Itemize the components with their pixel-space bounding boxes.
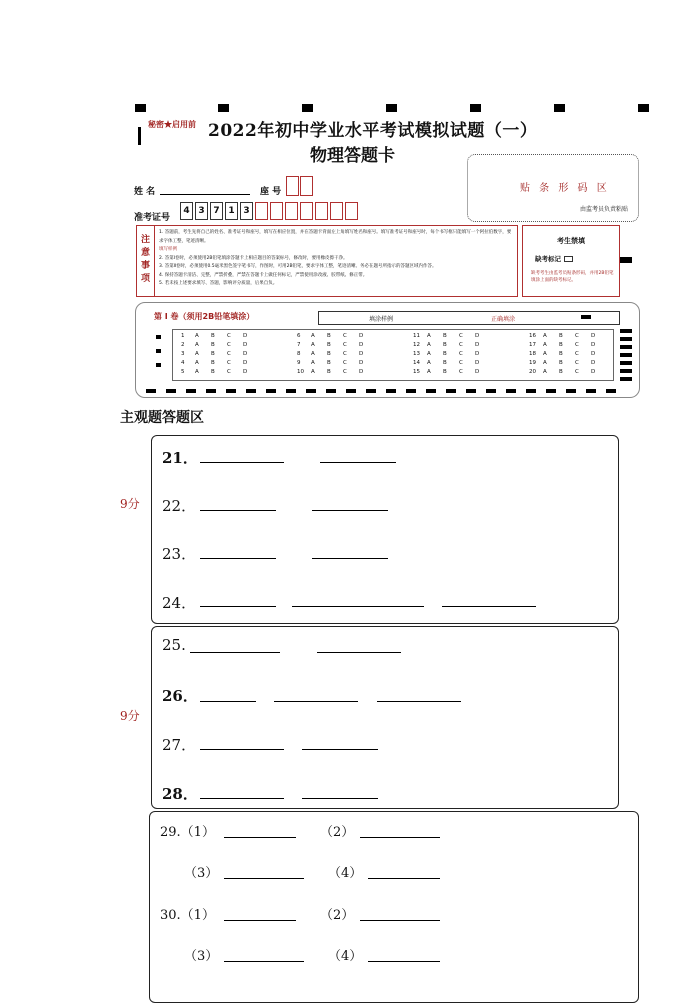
timing-mark <box>620 353 632 357</box>
mc-option-bubble[interactable]: A <box>195 351 199 357</box>
mc-question-row[interactable] <box>297 351 375 357</box>
timing-mark <box>226 389 236 393</box>
alignment-mark <box>218 104 229 112</box>
mc-question-row[interactable] <box>181 360 259 366</box>
timing-mark <box>506 389 516 393</box>
question-label: 21． <box>162 449 198 467</box>
answer-line[interactable] <box>368 878 440 879</box>
timing-mark <box>586 389 596 393</box>
mc-option-bubble[interactable]: C <box>343 351 347 357</box>
mc-option-bubble[interactable]: D <box>475 333 480 339</box>
sub-question-label: （3） <box>184 866 219 881</box>
mc-question-number: 15 <box>413 369 420 375</box>
answer-line[interactable] <box>360 920 440 921</box>
mc-option-bubble[interactable]: C <box>343 333 347 339</box>
exam-no-cell[interactable] <box>345 202 358 220</box>
timing-mark <box>486 389 496 393</box>
timing-mark <box>156 349 161 353</box>
mc-option-bubble[interactable]: C <box>459 369 463 375</box>
mc-option-bubble[interactable]: C <box>227 333 231 339</box>
alignment-mark <box>386 104 397 112</box>
mc-question-number: 14 <box>413 360 420 366</box>
timing-mark <box>156 363 161 367</box>
mc-option-bubble[interactable]: B <box>443 369 447 375</box>
mc-option-bubble[interactable]: B <box>559 351 563 357</box>
mc-grid <box>172 329 614 381</box>
mc-option-bubble[interactable]: A <box>311 369 315 375</box>
mc-option-bubble[interactable]: C <box>459 351 463 357</box>
timing-mark <box>566 389 576 393</box>
mc-option-bubble[interactable]: D <box>243 369 248 375</box>
exam-no-digit[interactable]: 1 <box>225 202 238 220</box>
answer-line[interactable] <box>200 749 284 750</box>
answer-line[interactable] <box>312 510 388 511</box>
mc-option-bubble[interactable]: D <box>359 342 364 348</box>
answer-line[interactable] <box>360 837 440 838</box>
correct-fill-mark <box>581 315 591 319</box>
mc-question-number: 8 <box>297 351 301 357</box>
mc-option-bubble[interactable]: D <box>475 342 480 348</box>
alignment-mark <box>302 104 313 112</box>
mc-option-bubble[interactable]: C <box>343 342 347 348</box>
mc-option-bubble[interactable]: D <box>591 351 596 357</box>
mc-option-bubble[interactable]: A <box>311 360 315 366</box>
mc-option-bubble[interactable]: B <box>443 342 447 348</box>
timing-mark <box>526 389 536 393</box>
timing-mark <box>156 335 161 339</box>
answer-line[interactable] <box>190 652 280 653</box>
mc-option-bubble[interactable]: B <box>327 369 331 375</box>
seat-box[interactable] <box>300 176 313 196</box>
mc-option-bubble[interactable]: B <box>327 360 331 366</box>
exam-no-cell[interactable] <box>300 202 313 220</box>
timing-mark <box>620 337 632 341</box>
answer-line[interactable] <box>200 701 256 702</box>
mc-option-bubble[interactable]: C <box>575 333 579 339</box>
absent-checkbox[interactable] <box>564 256 573 262</box>
question-label: 26． <box>162 687 198 705</box>
mc-option-bubble[interactable]: D <box>591 360 596 366</box>
mc-question-row[interactable] <box>529 369 607 375</box>
mc-option-bubble[interactable]: A <box>543 342 547 348</box>
alignment-mark <box>620 257 632 263</box>
absent-mark[interactable]: 缺考标记 <box>535 254 573 263</box>
mc-question-number: 17 <box>529 342 536 348</box>
mc-question-number: 20 <box>529 369 536 375</box>
timing-mark <box>620 345 632 349</box>
mc-question-number: 5 <box>181 369 185 375</box>
mc-option-bubble[interactable]: B <box>559 342 563 348</box>
notice-box <box>136 225 518 297</box>
mc-option-bubble[interactable]: D <box>359 369 364 375</box>
mc-question-number: 11 <box>413 333 420 339</box>
mc-option-bubble[interactable]: D <box>243 351 248 357</box>
exam-no-digit[interactable]: 4 <box>180 202 193 220</box>
mc-option-bubble[interactable]: A <box>543 360 547 366</box>
timing-mark <box>620 369 632 373</box>
mc-option-bubble[interactable]: B <box>443 333 447 339</box>
answer-line[interactable] <box>200 558 276 559</box>
mc-question-number: 10 <box>297 369 304 375</box>
timing-mark <box>166 389 176 393</box>
mc-option-bubble[interactable]: D <box>243 360 248 366</box>
timing-mark <box>426 389 436 393</box>
alignment-mark <box>470 104 481 112</box>
timing-mark <box>206 389 216 393</box>
mc-question-row[interactable] <box>181 369 259 375</box>
timing-mark <box>266 389 276 393</box>
question-label: 25. <box>162 636 186 654</box>
page-subtitle: 物理答题卡 <box>310 146 395 166</box>
mc-option-bubble[interactable]: C <box>227 369 231 375</box>
mc-option-bubble[interactable]: C <box>459 360 463 366</box>
mc-option-bubble[interactable]: D <box>243 342 248 348</box>
mc-option-bubble[interactable]: B <box>211 351 215 357</box>
multiple-choice-section <box>135 302 640 398</box>
mc-option-bubble[interactable]: A <box>195 369 199 375</box>
timing-mark <box>446 389 456 393</box>
alignment-mark <box>135 104 146 112</box>
answer-line[interactable] <box>224 837 296 838</box>
mc-question-number: 19 <box>529 360 536 366</box>
mc-question-number: 7 <box>297 342 301 348</box>
mc-option-bubble[interactable]: C <box>575 342 579 348</box>
exam-no-digit[interactable]: 7 <box>210 202 223 220</box>
mc-option-bubble[interactable]: D <box>475 360 480 366</box>
mc-option-bubble[interactable]: C <box>227 342 231 348</box>
mc-option-bubble[interactable]: D <box>591 333 596 339</box>
mc-option-bubble[interactable]: A <box>195 342 199 348</box>
mc-option-bubble[interactable]: C <box>343 369 347 375</box>
timing-mark <box>186 389 196 393</box>
answer-line[interactable] <box>302 798 378 799</box>
mc-option-bubble[interactable]: D <box>243 333 248 339</box>
timing-mark <box>406 389 416 393</box>
mc-option-bubble[interactable]: C <box>227 360 231 366</box>
timing-mark <box>386 389 396 393</box>
alignment-mark <box>638 104 649 112</box>
mc-option-bubble[interactable]: C <box>575 369 579 375</box>
mc-option-bubble[interactable]: A <box>311 342 315 348</box>
mc-option-bubble[interactable]: D <box>359 333 364 339</box>
mc-option-bubble[interactable]: A <box>311 351 315 357</box>
exam-no-digit[interactable]: 3 <box>240 202 253 220</box>
mc-question-row[interactable] <box>413 351 491 357</box>
answer-line[interactable] <box>200 798 284 799</box>
mc-option-bubble[interactable]: B <box>559 369 563 375</box>
answer-line[interactable] <box>312 558 388 559</box>
timing-mark <box>620 329 632 333</box>
sub-question-label: （3） <box>184 949 219 964</box>
mc-option-bubble[interactable]: B <box>327 333 331 339</box>
left-bar <box>138 127 141 145</box>
mc-option-bubble[interactable]: A <box>543 351 547 357</box>
question-label: 22． <box>162 497 197 515</box>
barcode-area <box>467 154 639 222</box>
mc-question-number: 18 <box>529 351 536 357</box>
exam-no-cell[interactable] <box>270 202 283 220</box>
name-label: 姓 名 <box>134 187 156 197</box>
mc-option-bubble[interactable]: C <box>575 351 579 357</box>
mc-question-row[interactable] <box>413 333 491 339</box>
mc-option-bubble[interactable]: C <box>227 351 231 357</box>
seat-label: 座 号 <box>260 187 282 197</box>
mc-option-bubble[interactable]: C <box>575 360 579 366</box>
timing-mark <box>620 377 632 381</box>
mc-question-row[interactable] <box>413 369 491 375</box>
mc-question-number: 12 <box>413 342 420 348</box>
absent-note: 缺考考生由监考员贴条形码，并用2B铅笔填涂上面的缺考标记。 <box>531 271 614 283</box>
name-field[interactable] <box>160 194 250 195</box>
mc-option-bubble[interactable]: A <box>543 333 547 339</box>
question-label: 23． <box>162 545 197 563</box>
notice-text: 1. 答题前，考生先将自己的姓名、准考证号和座号，填写在相应位置，并在答题卡背面左上角填写姓名和座号。填写准考证号和座号时，每个书写框只能填写一个阿拉伯数字，要求字体工整，笔迹清晰。 填写样例 2. 答第Ⅰ卷时，必须使用2B铅笔填涂答题卡上相应题目的答案标号，修改时，要用橡皮擦干净。 3. 答第Ⅱ卷时，必须使用0.5毫米黑色签字笔书写，作图时，可用2B铅笔，要求字体工整，笔迹清晰。务必在题号所指示的答题区域内作答。 4. 保持答题卡清洁、完整，严禁折叠，严禁在答题卡上做任何标记，严禁使用涂改液、胶带纸、修正带。 5. 若未按上述要求填写、答题，影响评分质量，后果自负。 <box>159 230 512 286</box>
question-label: 27． <box>162 736 197 754</box>
mc-question-number: 4 <box>181 360 185 366</box>
mc-question-row[interactable] <box>297 369 375 375</box>
timing-mark <box>246 389 256 393</box>
mc-section-label: 第 Ⅰ 卷（须用2B铅笔填涂） <box>154 312 255 321</box>
mc-question-row[interactable] <box>181 351 259 357</box>
mc-option-bubble[interactable]: A <box>427 360 431 366</box>
mc-option-bubble[interactable]: B <box>327 351 331 357</box>
question-label: 28． <box>162 785 198 803</box>
mc-option-bubble[interactable]: C <box>459 333 463 339</box>
answer-line[interactable] <box>377 701 461 702</box>
score-label: 9分 <box>120 497 140 511</box>
subjective-title: 主观题答题区 <box>120 410 204 426</box>
answer-line[interactable] <box>292 606 424 607</box>
exam-no-cell[interactable] <box>255 202 268 220</box>
answer-line[interactable] <box>200 462 284 463</box>
mc-option-bubble[interactable]: A <box>427 333 431 339</box>
mc-question-number: 6 <box>297 333 301 339</box>
timing-mark <box>306 389 316 393</box>
timing-mark <box>146 389 156 393</box>
answer-line[interactable] <box>274 701 358 702</box>
mc-option-bubble[interactable]: D <box>591 342 596 348</box>
exam-no-digit[interactable]: 3 <box>195 202 208 220</box>
mc-question-row[interactable] <box>297 360 375 366</box>
timing-mark <box>326 389 336 393</box>
notice-heading: 注 意 事 项 <box>137 226 155 296</box>
answer-box <box>151 626 619 809</box>
mc-option-bubble[interactable]: A <box>427 342 431 348</box>
mc-option-bubble[interactable]: B <box>443 351 447 357</box>
mc-option-bubble[interactable]: B <box>211 369 215 375</box>
mc-option-bubble[interactable]: B <box>211 360 215 366</box>
mc-question-row[interactable] <box>297 333 375 339</box>
mc-question-row[interactable] <box>297 342 375 348</box>
fill-sample: 填涂样例 正确填涂 <box>318 311 620 325</box>
answer-box <box>149 811 639 1003</box>
timing-mark <box>366 389 376 393</box>
timing-mark <box>466 389 476 393</box>
absent-box <box>522 225 620 297</box>
barcode-label: 贴 条 形 码 区 <box>520 183 610 194</box>
mc-option-bubble[interactable]: B <box>211 333 215 339</box>
mc-option-bubble[interactable]: B <box>559 333 563 339</box>
sub-question-label: （4） <box>328 949 363 964</box>
mc-option-bubble[interactable]: A <box>427 351 431 357</box>
question-label: 29.（1） <box>160 825 215 840</box>
mc-question-row[interactable] <box>413 360 491 366</box>
answer-line[interactable] <box>224 878 304 879</box>
mc-question-number: 2 <box>181 342 185 348</box>
exam-no-cell[interactable] <box>285 202 298 220</box>
alignment-mark <box>554 104 565 112</box>
page-title: 2022年初中学业水平考试模拟试题（一） <box>208 121 538 141</box>
mc-option-bubble[interactable]: D <box>359 351 364 357</box>
answer-line[interactable] <box>224 961 304 962</box>
mc-option-bubble[interactable]: B <box>211 342 215 348</box>
mc-option-bubble[interactable]: A <box>311 333 315 339</box>
mc-option-bubble[interactable]: D <box>475 369 480 375</box>
mc-option-bubble[interactable]: B <box>443 360 447 366</box>
timing-mark <box>286 389 296 393</box>
score-label: 9分 <box>120 709 140 723</box>
answer-box <box>151 435 619 624</box>
mc-option-bubble[interactable]: C <box>343 360 347 366</box>
mc-question-row[interactable] <box>181 342 259 348</box>
barcode-note: 由监考员负责粘贴 <box>579 206 628 213</box>
answer-line[interactable] <box>442 606 536 607</box>
exam-no-cell[interactable] <box>330 202 343 220</box>
sub-question-label: （4） <box>328 866 363 881</box>
answer-line[interactable] <box>200 510 276 511</box>
answer-line[interactable] <box>302 749 378 750</box>
mc-option-bubble[interactable]: A <box>543 369 547 375</box>
mc-question-number: 16 <box>529 333 536 339</box>
mc-question-row[interactable] <box>529 360 607 366</box>
timing-mark <box>620 361 632 365</box>
answer-line[interactable] <box>200 606 276 607</box>
question-label: 30.（1） <box>160 908 215 923</box>
mc-option-bubble[interactable]: A <box>195 360 199 366</box>
mc-question-number: 13 <box>413 351 420 357</box>
timing-mark <box>546 389 556 393</box>
exam-no-label: 准考证号 <box>134 213 171 223</box>
answer-line[interactable] <box>320 462 396 463</box>
mc-question-row[interactable] <box>529 351 607 357</box>
mc-question-row[interactable] <box>529 342 607 348</box>
mc-question-number: 9 <box>297 360 301 366</box>
absent-heading: 考生禁填 <box>557 237 585 245</box>
mc-option-bubble[interactable]: B <box>559 360 563 366</box>
mc-question-row[interactable] <box>529 333 607 339</box>
seat-box[interactable] <box>286 176 299 196</box>
mc-option-bubble[interactable]: C <box>459 342 463 348</box>
answer-line[interactable] <box>317 652 401 653</box>
mc-question-number: 1 <box>181 333 185 339</box>
mc-question-number: 3 <box>181 351 185 357</box>
timing-mark <box>606 389 616 393</box>
mc-option-bubble[interactable]: A <box>427 369 431 375</box>
sub-question-label: （2） <box>320 825 355 840</box>
mc-question-row[interactable] <box>181 333 259 339</box>
mc-question-row[interactable] <box>413 342 491 348</box>
timing-mark <box>346 389 356 393</box>
exam-no-cell[interactable] <box>315 202 328 220</box>
secret-label: 秘密★启用前 <box>148 119 196 129</box>
sub-question-label: （2） <box>320 908 355 923</box>
mc-option-bubble[interactable]: D <box>591 369 596 375</box>
answer-line[interactable] <box>224 920 296 921</box>
question-label: 24． <box>162 594 197 612</box>
answer-line[interactable] <box>368 961 440 962</box>
mc-option-bubble[interactable]: D <box>475 351 480 357</box>
mc-option-bubble[interactable]: B <box>327 342 331 348</box>
mc-option-bubble[interactable]: D <box>359 360 364 366</box>
mc-option-bubble[interactable]: A <box>195 333 199 339</box>
